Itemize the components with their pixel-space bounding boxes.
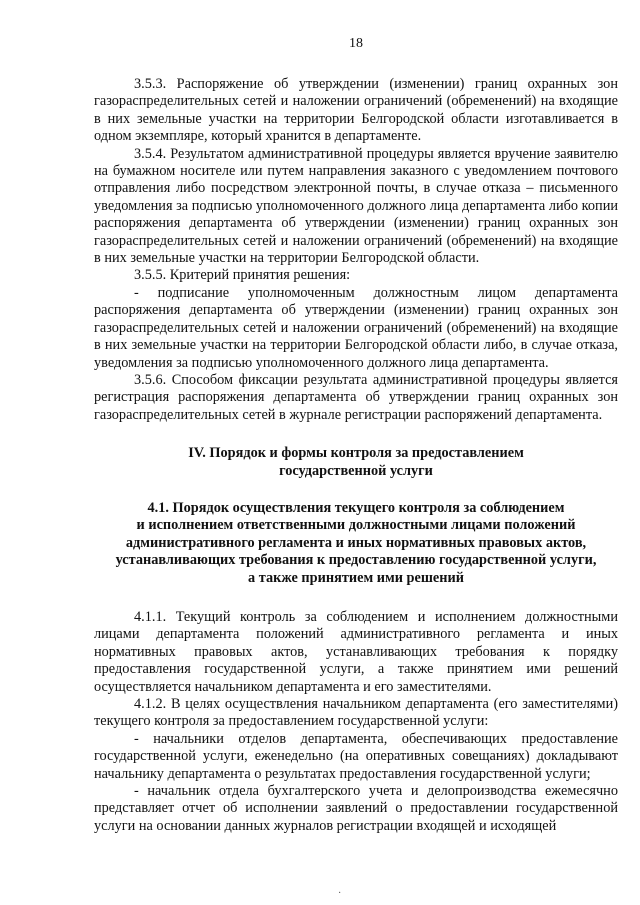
subsection-heading-line: 4.1. Порядок осуществления текущего контроля за соблюдением [147,499,565,516]
scan-mark: · [338,888,342,899]
section-heading-line: государственной услуги [279,462,433,479]
paragraph-3-5-3: 3.5.3. Распоряжение об утверждении (изменении) границ охранных зон газораспределительных сетей и наложении ограничений (обременений) на входящие в них земельные участки на территории Белгородской области изготавливается в одном экземпляре, который хранится в департаменте. [94,76,618,145]
subsection-heading-line: административного регламента и иных нормативных правовых актов, [125,534,587,551]
paragraph-3-5-4: 3.5.4. Результатом административной процедуры является вручение заявителю на бумажном носителе или путем направления заказного с уведомлением почтового отправления либо посредством электронной почты, в случае отказа – письменного уведомления за подписью уполномоченного должного лица департамента либо копии распоряжения департамента об утверждении (изменении) границ охранных зон газораспределительных сетей и наложении ограничений (обременений) на входящие в них земельные участки на территории Белгородской области. [94,145,618,267]
section-heading [94,445,618,480]
paragraph-3-5-5: 3.5.5. Критерий принятия решения: [134,267,351,284]
paragraph-4-1-2-item-2: - начальник отдела бухгалтерского учета и делопроизводства ежемесячно представляет отчет об исполнении заявлений о предоставлении государственной услуги на основании данных журналов регистрации входящей и исходящей [94,783,618,834]
paragraph-4-1-2-item-1: - начальники отделов департамента, обеспечивающих предоставление государственной услуги, еженедельно (на оперативных совещаниях) докладывают начальнику департамента о результатах предоставления государственной услуги; [94,730,618,782]
paragraph-3-5-6: 3.5.6. Способом фиксации результата административной процедуры является регистрация распоряжения департамента об утверждении границ охранных зон газораспределительных сетей в журнале регистрации распоряжений департамента. [94,371,618,423]
section-heading-line: IV. Порядок и формы контроля за предоставлением [188,445,524,462]
paragraph-4-1-1: 4.1.1. Текущий контроль за соблюдением и исполнением должностными лицами департамента положений административного регламента и иных нормативных правовых актов, устанавливающих требования к порядку предоставления государственной услуги, а также принятием ими решений осуществляется начальником департамента и его заместителями. [94,608,618,695]
subsection-heading-line: и исполнением ответственными должностными лицами положений [136,517,576,534]
paragraph-3-5-5-item: - подписание уполномоченным должностным лицом департамента распоряжения департамента об утверждении (изменении) границ охранных зон газораспределительных сетей и наложении ограничений (обременений) на входящие в них земельные участки на территории Белгородской области либо, в случае отказа, уведомления за подписью уполномоченного должного лица департамента. [94,284,618,371]
spacer [94,587,618,609]
spacer [94,480,618,500]
bottom-text-block [94,609,618,835]
page-number: 18 [349,36,363,51]
subsection-heading [94,500,618,587]
subsection-heading-line: устанавливающих требования к предоставлению государственной услуги, [115,552,597,569]
top-text-block [94,76,618,424]
spacer [94,424,618,445]
subsection-heading-line: а также принятием ими решений [248,569,464,586]
paragraph-4-1-2: 4.1.2. В целях осуществления начальником департамента (его заместителями) текущего контроля за предоставлением государственной услуги: [94,696,618,730]
